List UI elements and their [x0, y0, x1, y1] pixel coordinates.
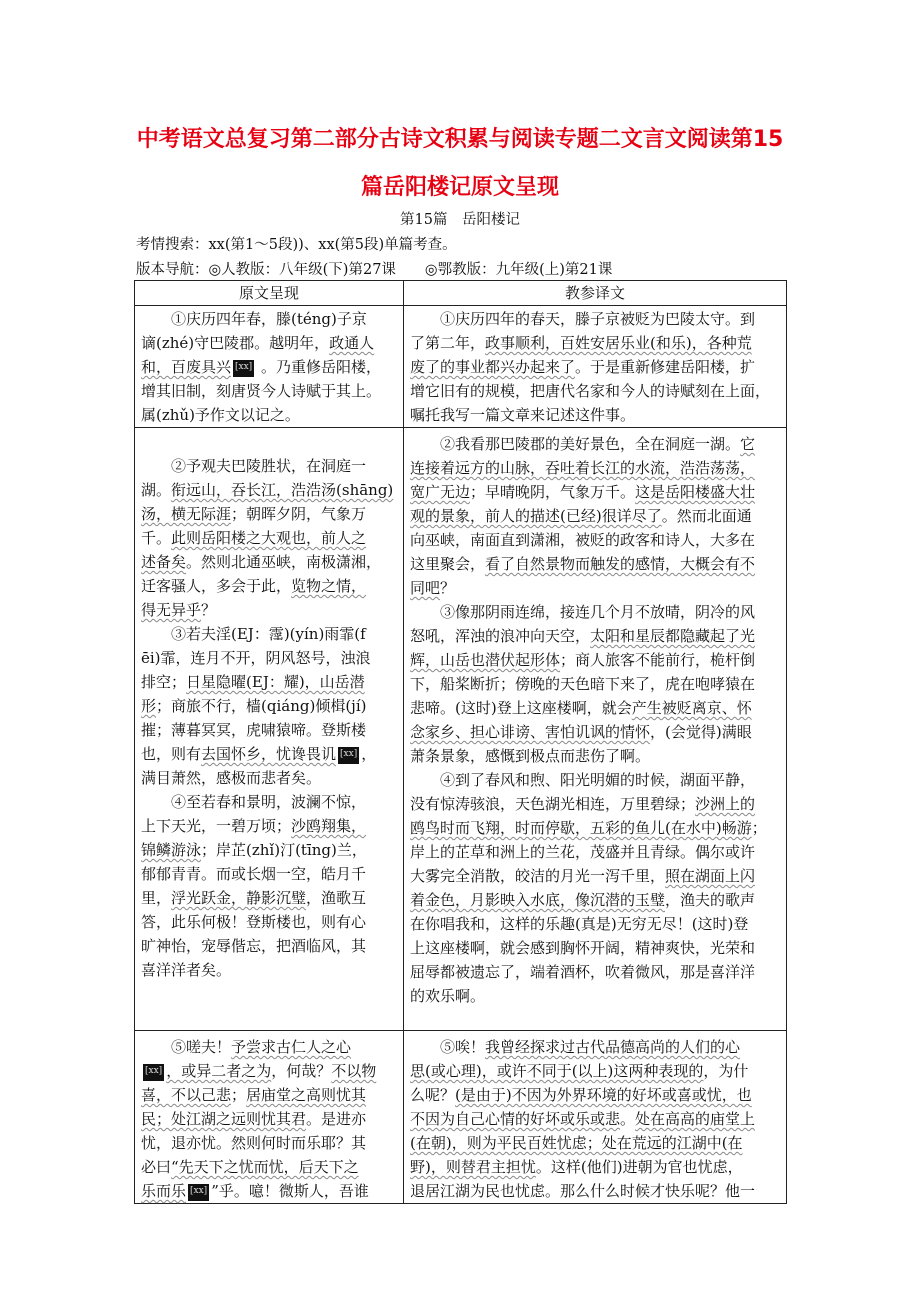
- text-segment: 湖。: [141, 481, 172, 499]
- text-segment: ，为什: [703, 1062, 749, 1080]
- annotation-marker: [xx]: [143, 1064, 164, 1081]
- translation-cell: [404, 1031, 787, 1204]
- text-segment: ；商旅不行，樯(qiáng)倾楫(jí): [156, 697, 367, 715]
- text-translation-table: [134, 280, 787, 1204]
- text-line: [410, 960, 780, 984]
- text-segment: 答，此乐何极！登斯楼也，则有心: [141, 913, 367, 931]
- text-segment: 退居江湖为民也忧虑。那么什么时候才快乐呢？他一: [410, 1182, 756, 1200]
- text-segment: 这里聚会，: [410, 555, 486, 573]
- underlined-key-phrase: 得无异乎: [141, 601, 202, 619]
- text-line: [141, 766, 397, 790]
- text-segment: ，何哉？: [271, 1062, 332, 1080]
- text-line: [141, 331, 397, 355]
- text-segment: 。是进亦: [306, 1110, 367, 1128]
- text-line: [410, 816, 780, 840]
- underlined-key-phrase: 看了自然景物而触发的感情，大概会有不: [485, 555, 756, 573]
- text-line: [141, 355, 397, 379]
- table-row: [135, 306, 787, 428]
- underlined-key-phrase: 锦鳞游泳: [141, 841, 202, 859]
- document-title-line-1: 中考语文总复习第二部分古诗文积累与阅读专题二文言文阅读第15: [136, 127, 784, 152]
- text-line: [141, 958, 397, 982]
- text-segment: ，渔歌互: [306, 889, 367, 907]
- text-line: [410, 600, 780, 624]
- text-line: [141, 478, 397, 502]
- text-line: [141, 1083, 397, 1107]
- text-line: [141, 526, 397, 550]
- text-line: [141, 910, 397, 934]
- text-line: [141, 550, 397, 574]
- underlined-key-phrase: 政事顺利，百姓安居乐业(和乐)，各种荒: [485, 334, 752, 352]
- text-segment: 迁客骚人，多会于此，: [141, 577, 292, 595]
- text-segment: 。于是重新修建岳阳楼，扩: [575, 358, 756, 376]
- text-line: [410, 1035, 780, 1059]
- text-line: [410, 331, 780, 355]
- text-line: [410, 696, 780, 720]
- underlined-key-phrase: 形: [141, 697, 157, 715]
- text-line: [141, 1107, 397, 1131]
- translation-cell: [404, 428, 787, 1031]
- text-segment: 增它旧有的规模，把唐代名家和今人的诗赋刻在上面，: [410, 382, 771, 400]
- underlined-key-phrase: 予尝求古仁人之心: [231, 1038, 352, 1056]
- text-segment: ④至若春和景明，波澜不惊，: [171, 793, 367, 811]
- underlined-key-phrase: 连接着远方的山脉，吞吐着长江的水流，浩浩荡荡，: [410, 459, 756, 477]
- underlined-key-phrase: 日星隐曜(EJ：耀)，山岳潜: [186, 673, 365, 691]
- text-segment: 喜洋洋者矣。: [141, 961, 232, 979]
- text-segment: 岸上的芷草和洲上的兰花，茂盛并且青绿。偶尔或许: [410, 843, 756, 861]
- underlined-key-phrase: 产生被贬离京、怀: [631, 699, 752, 717]
- underlined-key-phrase: 居庙堂之高则忧其: [246, 1086, 367, 1104]
- text-line: [141, 814, 397, 838]
- text-segment: 排空；: [141, 673, 187, 691]
- text-line: [141, 598, 397, 622]
- underlined-key-phrase: 不因为自己心情的好坏或乐或悲: [410, 1110, 621, 1128]
- text-line: [410, 840, 780, 864]
- text-segment: 在你唱我和，这样的乐趣(真是)无穷无尽！(这时)登: [410, 915, 749, 933]
- underlined-key-phrase: 野)，则替君主担忧: [410, 1158, 536, 1176]
- text-line: [141, 1155, 397, 1179]
- underlined-key-phrase: “先天下之忧而忧，后天下之: [171, 1158, 359, 1176]
- text-segment: 屈辱都被遗忘了，端着酒杯，吹着微风，那是喜洋洋: [410, 963, 756, 981]
- underlined-key-phrase: 乐而乐: [141, 1182, 187, 1200]
- original-cell: [135, 306, 404, 428]
- text-segment: ？: [440, 579, 456, 597]
- edition-guide: 版本导航：◎人教版：八年级(下)第27课 ◎鄂教版：九年级(上)第21课: [136, 262, 613, 278]
- text-segment: ；朝晖夕阴，气象万: [231, 505, 367, 523]
- text-line: [410, 864, 780, 888]
- underlined-key-phrase: 民；处江湖之远则忧其君: [141, 1110, 307, 1128]
- text-segment: 增其旧制，刻唐贤今人诗赋于其上。: [141, 382, 382, 400]
- text-segment: 怒吼，浑浊的浪冲向天空，: [410, 627, 591, 645]
- text-line: [410, 768, 780, 792]
- text-segment: 。这样(他们)进朝为官也忧虑，: [535, 1158, 743, 1176]
- text-line: [410, 888, 780, 912]
- text-segment: ，: [361, 745, 377, 763]
- text-segment: ；: [231, 1086, 247, 1104]
- annotation-marker: [xx]: [338, 747, 359, 764]
- text-segment: 么呢？: [410, 1086, 456, 1104]
- text-line: [410, 480, 780, 504]
- text-line: [410, 456, 780, 480]
- text-segment: 上这座楼啊，就会感到胸怀开阔，精神爽快，光荣和: [410, 939, 756, 957]
- underlined-key-phrase: 汤，横无际涯: [141, 505, 232, 523]
- text-segment: 向巫峡，南面直到潇湘，被贬的政客和诗人，大多在: [410, 531, 756, 549]
- text-line: [141, 502, 397, 526]
- text-segment: 千。: [141, 529, 172, 547]
- underlined-key-phrase: 衔远山，吞长江，浩浩汤(shāng): [171, 481, 394, 499]
- underlined-key-phrase: 辉，山岳也潜伏起形体: [410, 651, 561, 669]
- text-segment: ②予观夫巴陵胜状，在洞庭一: [171, 457, 367, 475]
- text-segment: ③若夫淫(EJ：霪)(yín)雨霏(f: [171, 625, 366, 643]
- text-segment: 里，: [141, 889, 172, 907]
- text-segment: ，(会觉得)满眼: [650, 723, 752, 741]
- text-segment: 旷神怡，宠辱偕忘，把酒临风，其: [141, 937, 367, 955]
- underlined-key-phrase: 浮光跃金，静影沉璧: [171, 889, 307, 907]
- text-line: [410, 936, 780, 960]
- text-line: [410, 552, 780, 576]
- text-line: [410, 355, 780, 379]
- text-segment: ③像那阴雨连绵，接连几个月不放晴，阴冷的风: [440, 603, 756, 621]
- text-line: [141, 454, 397, 478]
- text-segment: ”乎。噫！微斯人，吾谁: [211, 1182, 369, 1200]
- text-line: [410, 1107, 780, 1131]
- underlined-key-phrase: 览物之情，: [291, 577, 367, 595]
- text-segment: ②我看那巴陵郡的美好景色，全在洞庭一湖。: [440, 435, 741, 453]
- underlined-key-phrase: 这是岳阳楼盛大壮: [635, 483, 756, 501]
- underlined-key-phrase: 鸥鸟时而飞翔，时而停歇，五彩的鱼儿(在水中)畅游: [410, 819, 752, 837]
- text-segment: ⑤唉！: [440, 1038, 486, 1056]
- text-segment: 必曰: [141, 1158, 172, 1176]
- underlined-key-phrase: 着金色，月影映入水底，像沉潜的玉璧: [410, 891, 666, 909]
- underlined-key-phrase: 沙洲上的: [695, 795, 756, 813]
- underlined-key-phrase: 此则岳阳楼之大观也，前人之: [171, 529, 367, 547]
- original-cell: [135, 428, 404, 1031]
- underlined-key-phrase: 政通人: [329, 334, 375, 352]
- table-row: [135, 428, 787, 1031]
- text-segment: ；商人旅客不能前行，桅杆倒: [560, 651, 756, 669]
- text-segment: ①庆历四年春，滕(téng)子京: [171, 310, 367, 328]
- text-line: [410, 1083, 780, 1107]
- text-line: [410, 744, 780, 768]
- text-line: [410, 792, 780, 816]
- text-line: [410, 504, 780, 528]
- underlined-key-phrase: 述备矣: [141, 553, 187, 571]
- text-segment: 也，则有: [141, 745, 202, 763]
- text-segment: 。: [620, 1110, 636, 1128]
- text-line: [141, 718, 397, 742]
- underlined-key-phrase: 不以物: [331, 1062, 377, 1080]
- underlined-key-phrase: 宽广无边: [410, 483, 471, 501]
- text-segment: ēi)霏，连月不开，阴风怒号，浊浪: [141, 649, 371, 667]
- underlined-key-phrase: 我曾经探求过古代品德高尚的人们的心: [485, 1038, 741, 1056]
- text-segment: 下，船桨断折；傍晚的天色暗下来了，虎在咆哮猿在: [410, 675, 756, 693]
- text-line: [141, 1059, 397, 1083]
- text-segment: ⑤嗟夫！: [171, 1038, 232, 1056]
- text-segment: ；: [751, 819, 767, 837]
- text-segment: 悲啼。(这时)登上这座楼啊，就会: [410, 699, 632, 717]
- text-line: [141, 790, 397, 814]
- text-line: [141, 1179, 397, 1203]
- text-line: [410, 984, 780, 1008]
- text-line: [141, 307, 397, 331]
- text-line: [410, 648, 780, 672]
- underlined-key-phrase: (是由于)不因为外界环境的好坏或喜或忧，也: [455, 1086, 752, 1104]
- text-line: [410, 720, 780, 744]
- text-segment: ？: [201, 601, 217, 619]
- underlined-key-phrase: 沙鸥翔集，: [291, 817, 367, 835]
- text-segment: 的欢乐啊。: [410, 987, 486, 1005]
- underlined-key-phrase: 它: [740, 435, 756, 453]
- text-line: [410, 576, 780, 600]
- text-line: [410, 1179, 780, 1203]
- text-line: [141, 862, 397, 886]
- text-line: [410, 672, 780, 696]
- text-line: [410, 624, 780, 648]
- underlined-key-phrase: 念家乡、担心诽谤、害怕讥讽的情怀: [410, 723, 651, 741]
- text-line: [410, 432, 780, 456]
- text-line: [141, 742, 397, 766]
- original-cell: [135, 1031, 404, 1204]
- text-segment: 谪(zhé)守巴陵郡。越明年，: [141, 334, 330, 352]
- text-segment: ④到了春风和煦、阳光明媚的时候，湖面平静，: [440, 771, 756, 789]
- text-segment: 。乃重修岳阳楼，: [256, 358, 381, 376]
- text-segment: 。然则北通巫峡，南极潇湘，: [186, 553, 382, 571]
- text-segment: 萧条景象，感慨到极点而悲伤了啊。: [410, 747, 651, 765]
- underlined-key-phrase: (在朝)，则为平民百姓忧虑；处在荒远的江湖中(在: [410, 1134, 743, 1152]
- text-line: [410, 1155, 780, 1179]
- text-segment: 摧；薄暮冥冥，虎啸猿啼。登斯楼: [141, 721, 367, 739]
- document-title-line-2: 篇岳阳楼记原文呈现: [360, 175, 559, 200]
- text-line: [141, 379, 397, 403]
- text-segment: 满目萧然，感极而悲者矣。: [141, 769, 322, 787]
- text-line: [141, 670, 397, 694]
- annotation-marker: [xx]: [233, 360, 254, 377]
- underlined-key-phrase: 处在高高的庙堂上: [635, 1110, 756, 1128]
- exam-info: 考情搜索：xx(第1～5段))、xx(第5段)单篇考查。: [136, 237, 457, 253]
- text-line: [410, 379, 780, 403]
- text-line: [410, 1059, 780, 1083]
- text-segment: ；岸芷(zhǐ)汀(tīng)兰，: [201, 841, 367, 859]
- text-segment: 。然而北面通: [661, 507, 752, 525]
- text-segment: ，渔夫的歌声: [665, 891, 756, 909]
- table-row: [135, 1031, 787, 1204]
- underlined-key-phrase: 去国怀乡，忧谗畏讥: [201, 745, 337, 763]
- text-line: [141, 646, 397, 670]
- text-segment: ①庆历四年的春天，滕子京被贬为巴陵太守。到: [440, 310, 756, 328]
- text-segment: ；早晴晚阴，气象万千。: [470, 483, 636, 501]
- underlined-key-phrase: 照在湖面上闪: [665, 867, 756, 885]
- text-line: [410, 528, 780, 552]
- underlined-key-phrase: 和，百废具兴: [141, 358, 232, 376]
- text-segment: 上下天光，一碧万顷；: [141, 817, 292, 835]
- text-line: [410, 912, 780, 936]
- text-segment: 大雾完全消散，皎洁的月光一泻千里，: [410, 867, 666, 885]
- text-segment: 嘱托我写一篇文章来记述这件事。: [410, 406, 636, 424]
- text-line: [141, 574, 397, 598]
- text-line: [141, 1035, 397, 1059]
- text-line: [141, 1131, 397, 1155]
- text-line: [410, 307, 780, 331]
- underlined-key-phrase: 同吧: [410, 579, 441, 597]
- text-line: [410, 1131, 780, 1155]
- annotation-marker: [xx]: [188, 1184, 209, 1201]
- text-segment: 没有惊涛骇浪，天色湖光相连，万里碧绿；: [410, 795, 696, 813]
- header-translation: 教参译文: [404, 281, 787, 306]
- underlined-key-phrase: ，或异二者之为: [166, 1062, 272, 1080]
- underlined-key-phrase: 喜，不以己悲: [141, 1086, 232, 1104]
- underlined-key-phrase: 废了的事业都兴办起来了: [410, 358, 576, 376]
- underlined-key-phrase: 思(或心理)，或许不同于(以上)这两种表现的: [410, 1062, 704, 1080]
- text-line: [410, 403, 780, 427]
- text-segment: 了第二年，: [410, 334, 486, 352]
- text-line: [141, 622, 397, 646]
- text-segment: 忧，退亦忧。然则何时而乐耶？其: [141, 1134, 367, 1152]
- underlined-key-phrase: 观的景象，前人的描述(已经)很详尽了: [410, 507, 662, 525]
- underlined-key-phrase: 太阳和星辰都隐藏起了光: [590, 627, 756, 645]
- text-segment: 郁郁青青。而或长烟一空，皓月千: [141, 865, 367, 883]
- text-line: [141, 694, 397, 718]
- text-segment: 属(zhǔ)予作文以记之。: [141, 406, 300, 424]
- text-line: [141, 886, 397, 910]
- chapter-heading: 第15篇 岳阳楼记: [400, 212, 520, 228]
- text-line: [141, 934, 397, 958]
- text-line: [141, 838, 397, 862]
- header-original: 原文呈现: [135, 281, 404, 306]
- table-header-row: [135, 281, 787, 306]
- text-line: [141, 403, 397, 427]
- translation-cell: [404, 306, 787, 428]
